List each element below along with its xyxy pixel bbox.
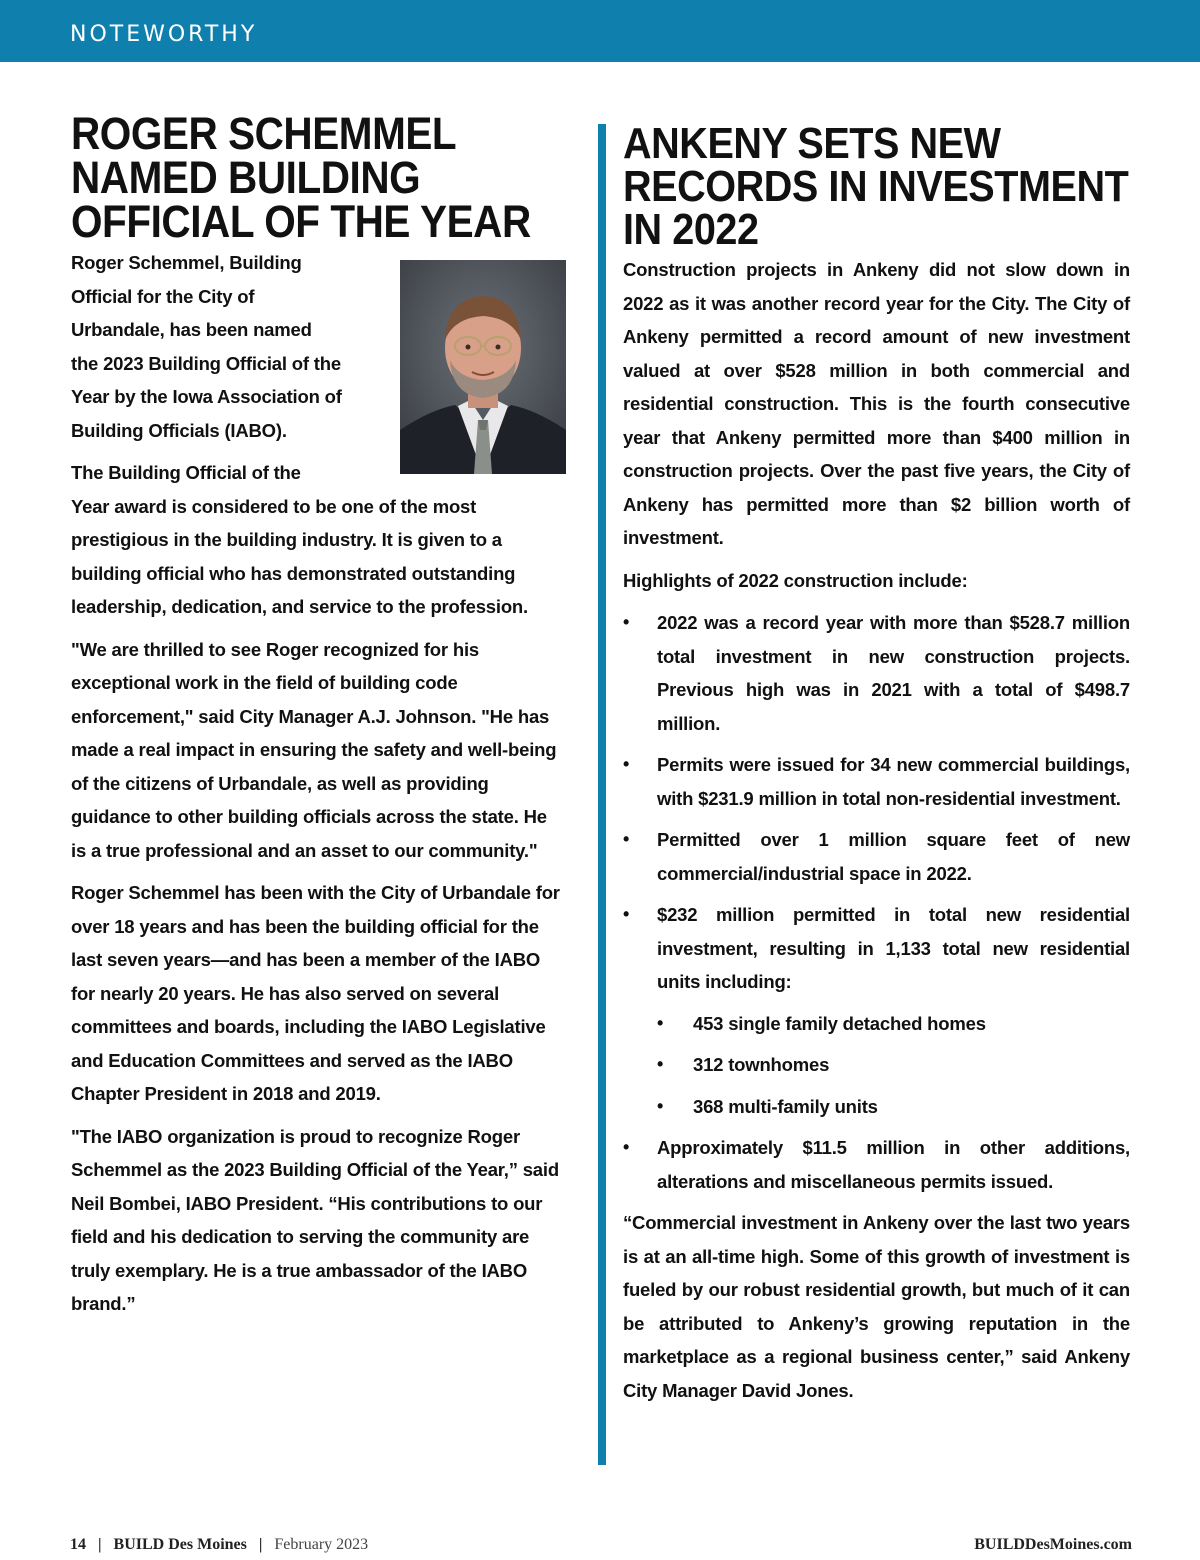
bullet-icon: • xyxy=(623,754,630,774)
left-paragraph-4: "The IABO organization is proud to recognize Roger Schemmel as the 2023 Building Official of the Year,” said Neil Bombei, IABO President. “His contributions to our field and his dedication to serving the community are truly exemplary. He is a true ambassador of the IABO brand.” xyxy=(71,1125,559,1314)
intro-line: Official for the City of xyxy=(71,285,255,307)
right-headline-line: IN 2022 xyxy=(623,205,759,254)
sub-list-item-text: 453 single family detached homes xyxy=(693,1012,986,1034)
paragraph-continued: Year award is considered to be one of the most prestigious in the building industry. It is given to a building official who has demonstrated outstanding leadership, dedication, and service to the profession. xyxy=(71,495,528,617)
left-paragraph-2: "We are thrilled to see Roger recognized for his exceptional work in the field of building code enforcement," said City Manager A.J. Johnson. "He has made a real impact in ensuring the safety and well-being of the citizens of Urbandale, as well as providing guidance to other building officials across the state. He is a true professional and an asset to our community." xyxy=(71,638,557,861)
list-item xyxy=(623,606,1130,740)
left-headline-line: OFFICIAL OF THE YEAR xyxy=(71,196,531,247)
intro-line: Roger Schemmel, Building xyxy=(71,252,302,273)
sub-list-item-text: 368 multi-family units xyxy=(693,1095,878,1117)
left-headline-line: NAMED BUILDING xyxy=(71,152,421,203)
paragraph-first-line: The Building Official of the xyxy=(71,462,301,483)
highlights-intro: Highlights of 2022 construction include: xyxy=(623,569,968,591)
left-headline xyxy=(71,108,571,247)
list-item-text: Permitted over 1 million square feet of new commercial/industrial space in 2022. xyxy=(657,829,1130,884)
closing-quote: “Commercial investment in Ankeny over the last two years is at an all-time high. Some of this growth of investment is fueled by our robust residential growth, but much of it can be attributed to Ankeny’s growing reputation in the marketplace as a regional business center,” said Ankeny City Manager David Jones. xyxy=(623,1212,1130,1401)
left-paragraph-3: Roger Schemmel has been with the City of Urbandale for over 18 years and has been the building official for the last seven years—and has been a member of the IABO for nearly 20 years. He has also served on several committees and boards, including the IABO Legislative and Education Committees and served as the IABO Chapter President in 2018 and 2019. xyxy=(71,882,560,1104)
bullet-icon: • xyxy=(657,1095,664,1116)
sub-list-item-text: 312 townhomes xyxy=(693,1054,830,1075)
intro-line: Building Officials (IABO). xyxy=(71,419,287,441)
list-item xyxy=(623,898,1130,1123)
right-paragraph-1: Construction projects in Ankeny did not slow down in 2022 as it was another record year for the City. The City of Ankeny permitted a record amount of new investment valued at over $528 million in both commercial and residential construction. This is the fourth consecutive year that Ankeny permitted more than $400 million in construction projects. Over the past five years, the City of Ankeny has permitted more than $2 billion worth of investment. xyxy=(623,259,1130,548)
highlights-list xyxy=(623,606,1130,1198)
intro-line: Year by the Iowa Association of xyxy=(71,386,342,407)
column-divider xyxy=(598,124,606,1465)
issue-date: February 2023 xyxy=(274,1536,369,1553)
bullet-icon: • xyxy=(623,904,630,924)
bullet-icon: • xyxy=(657,1054,664,1074)
list-item-text: Permits were issued for 34 new commercial buildings, with $231.9 million in total non-residential investment. xyxy=(657,754,1130,809)
bullet-icon: • xyxy=(623,1137,630,1157)
sub-list-item xyxy=(657,1090,1130,1124)
sub-list-item xyxy=(657,1048,1130,1082)
sub-list-item xyxy=(657,1007,1130,1041)
intro-line: the 2023 Building Official of the xyxy=(71,352,341,374)
list-item xyxy=(623,823,1130,890)
list-item-text: $232 million permitted in total new residential investment, resulting in 1,133 total new residential units including: xyxy=(657,904,1130,992)
portrait-photo xyxy=(400,260,566,474)
bullet-icon: • xyxy=(657,1012,664,1033)
footer-separator: | xyxy=(258,1536,263,1553)
portrait-illustration xyxy=(400,260,566,474)
right-headline-line: ANKENY SETS NEW xyxy=(623,119,1001,168)
footer-separator: | xyxy=(98,1536,102,1553)
left-paragraph-1 xyxy=(71,456,563,624)
left-headline-line: ROGER SCHEMMEL xyxy=(71,108,457,159)
residential-units-list xyxy=(657,1007,1130,1124)
section-banner xyxy=(0,0,1200,62)
page-footer xyxy=(70,1536,1132,1560)
publication-name: BUILD Des Moines xyxy=(113,1536,247,1553)
list-item-text: 2022 was a record year with more than $528.7 million total investment in new construction projects. Previous high was in 2021 with a total of $498.7 million. xyxy=(657,612,1130,734)
list-item xyxy=(623,1131,1130,1198)
right-headline xyxy=(623,119,1132,254)
page-number: 14 xyxy=(70,1536,86,1553)
right-article xyxy=(623,119,1130,1416)
section-label: NOTEWORTHY xyxy=(70,22,258,47)
bullet-icon: • xyxy=(623,829,630,849)
list-item-text: Approximately $11.5 million in other additions, alterations and miscellaneous permits issued. xyxy=(657,1137,1130,1192)
intro-line: Urbandale, has been named xyxy=(71,319,312,340)
bullet-icon: • xyxy=(623,612,630,632)
right-headline-line: RECORDS IN INVESTMENT xyxy=(623,162,1129,211)
website-link[interactable]: BUILDDesMoines.com xyxy=(974,1536,1132,1553)
list-item xyxy=(623,748,1130,815)
